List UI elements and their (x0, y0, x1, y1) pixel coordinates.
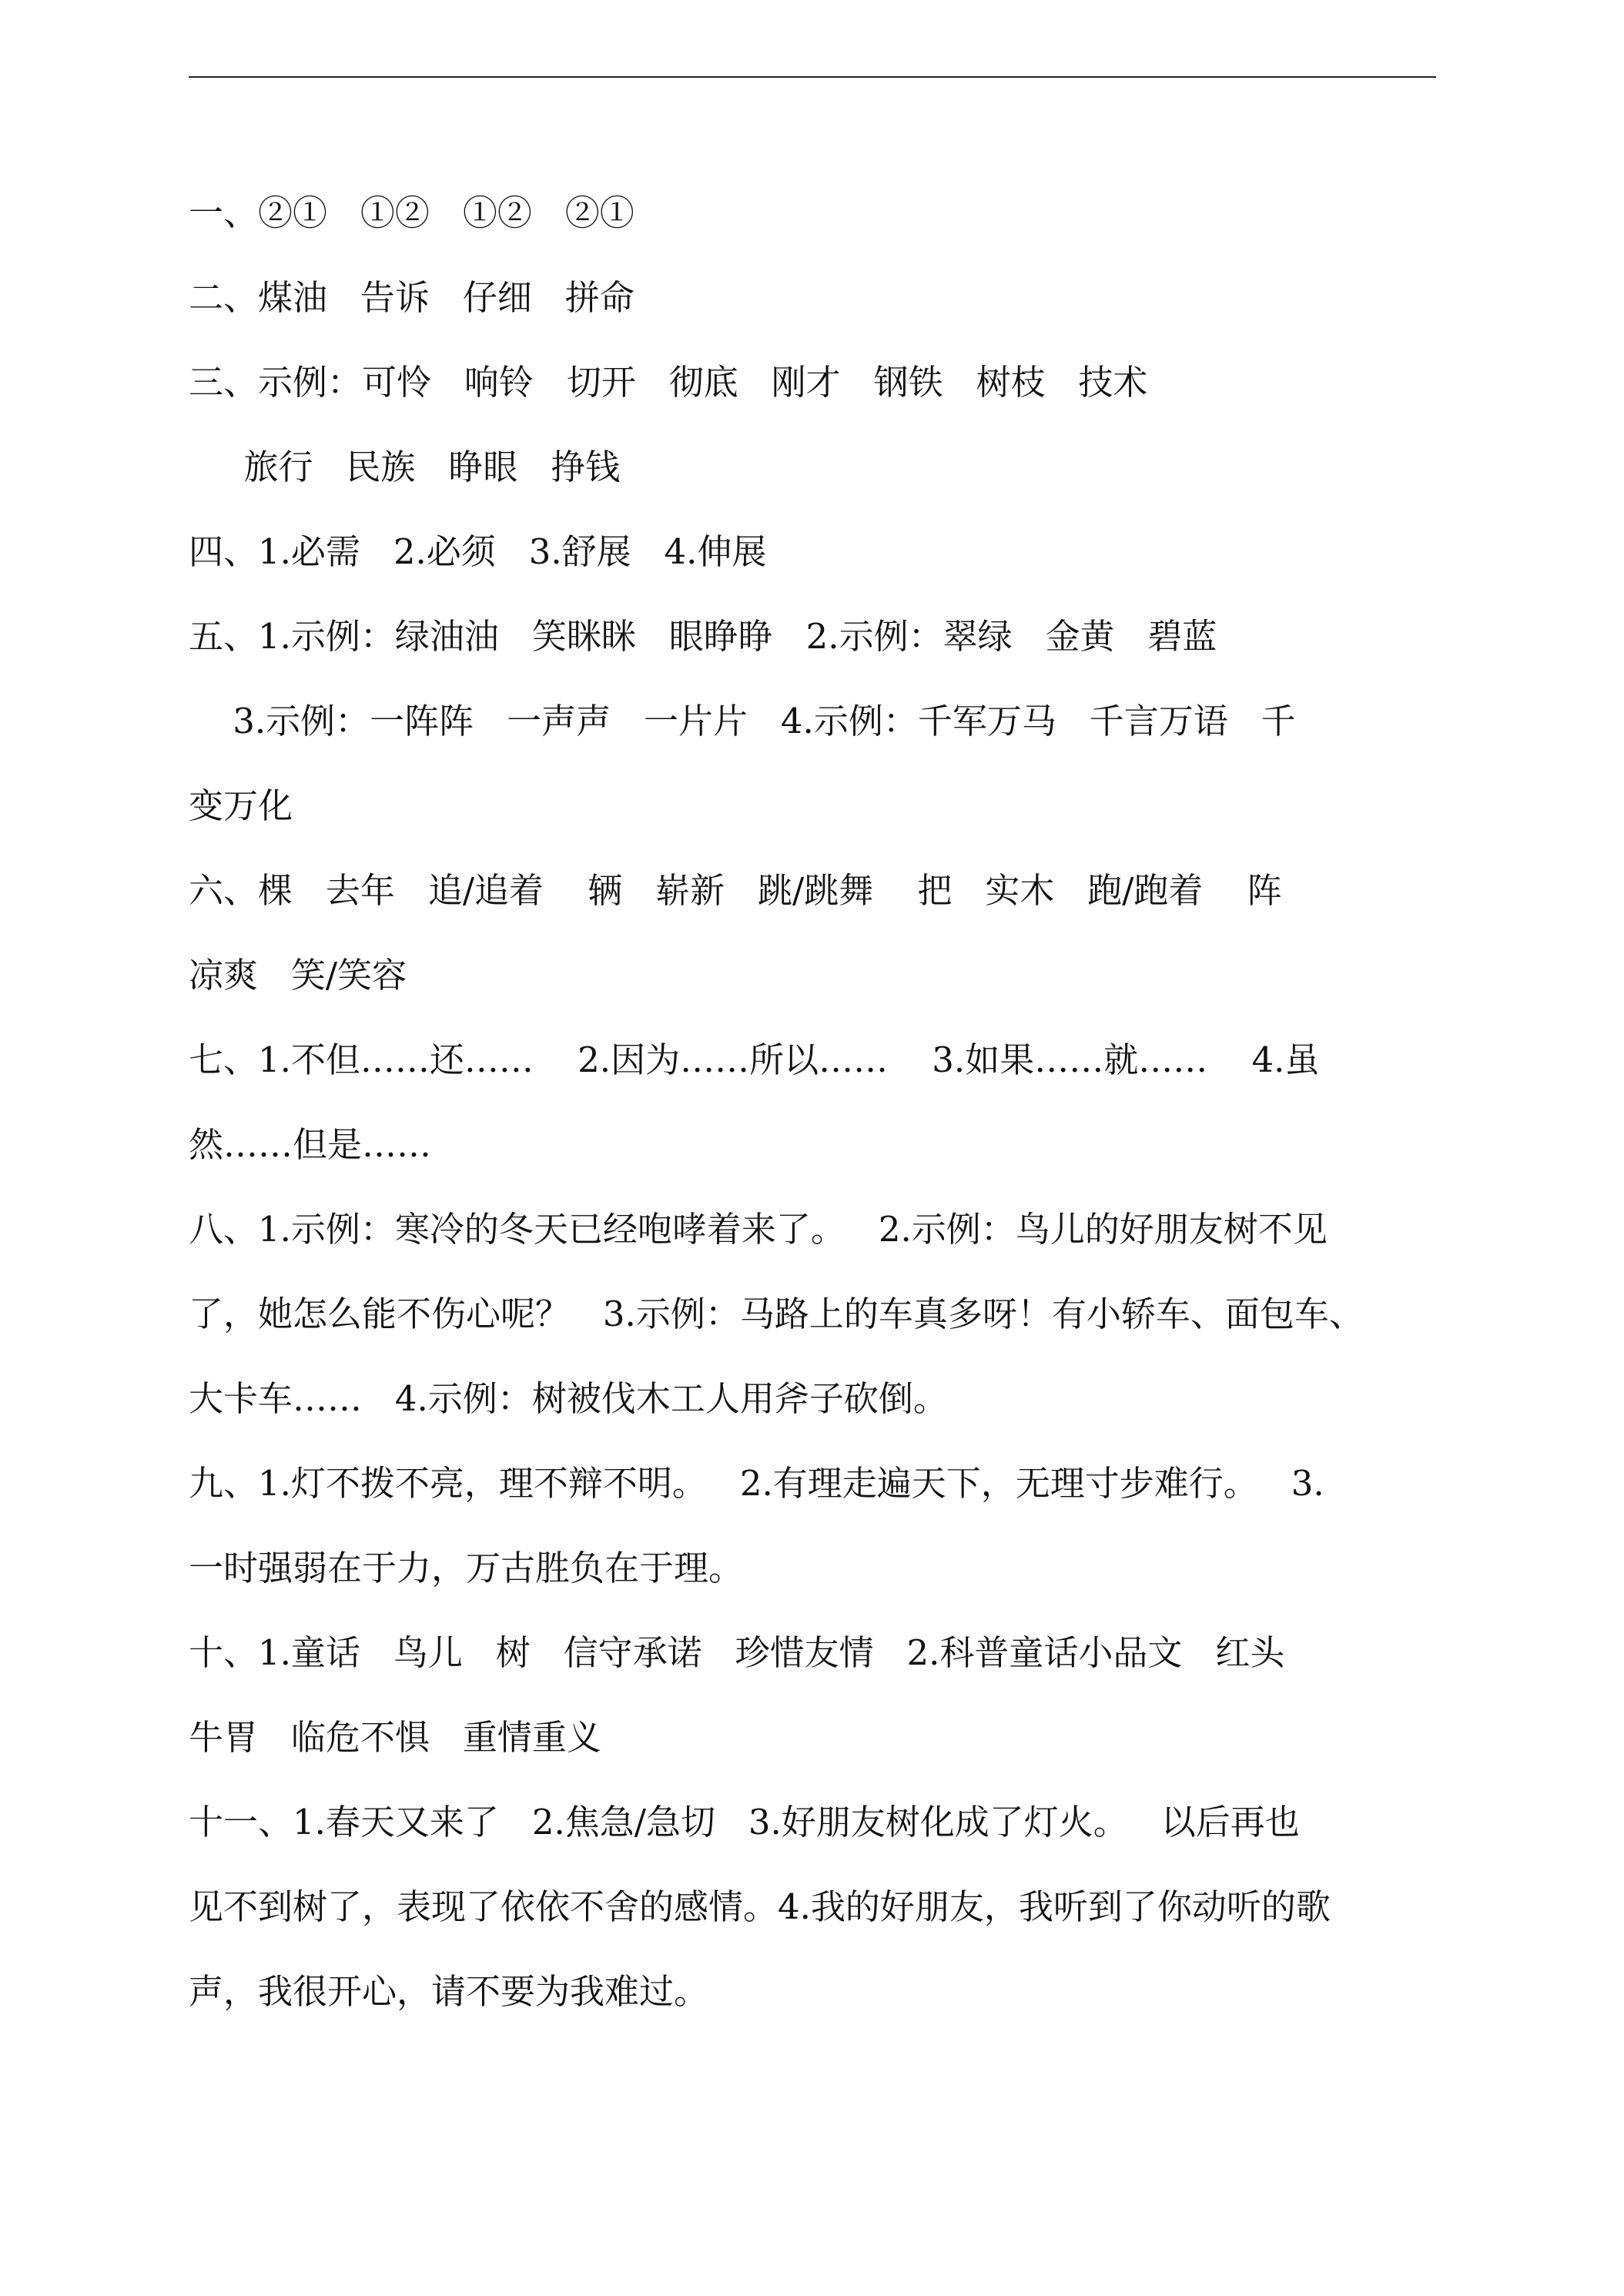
answer-line: 八、1.示例：寒冷的冬天已经咆哮着来了。 2.示例：鸟儿的好朋友树不见 (189, 1209, 1328, 1250)
answer-line: 见不到树了，表现了依依不舍的感情。4.我的好朋友，我听到了你动听的歌 (189, 1886, 1331, 1927)
answer-line: 旅行 民族 睁眼 挣钱 (189, 447, 621, 487)
answer-line: 五、1.示例：绿油油 笑眯眯 眼睁睁 2.示例：翠绿 金黄 碧蓝 (189, 616, 1217, 657)
answer-line: 变万化 (189, 785, 293, 826)
answer-line: 七、1.不但……还…… 2.因为……所以…… 3.如果……就…… 4.虽 (189, 1039, 1320, 1080)
answer-line: 了，她怎么能不伤心呢？ 3.示例：马路上的车真多呀！有小轿车、面包车、 (189, 1294, 1364, 1334)
answer-line: 3.示例：一阵阵 一声声 一片片 4.示例：千军万马 千言万语 千 (189, 701, 1296, 741)
answer-line: 十一、1.春天又来了 2.焦急/急切 3.好朋友树化成了灯火。 以后再也 (189, 1802, 1300, 1842)
answer-line: 凉爽 笑/笑容 (189, 955, 407, 996)
answer-line: 一、②① ①② ①② ②① (189, 192, 635, 233)
answer-line: 牛胃 临危不惧 重情重义 (189, 1717, 601, 1758)
answer-line: 二、煤油 告诉 仔细 拼命 (189, 277, 635, 318)
answer-line: 九、1.灯不拨不亮，理不辩不明。 2.有理走遍天下，无理寸步难行。 3. (189, 1463, 1324, 1504)
answer-line: 六、棵 去年 追/追着 辆 崭新 跳/跳舞 把 实木 跑/跑着 阵 (189, 870, 1282, 911)
answer-line: 一时强弱在于力，万古胜负在于理。 (189, 1548, 744, 1588)
answer-line: 声，我很开心，请不要为我难过。 (189, 1971, 709, 2012)
answer-line: 然……但是…… (189, 1124, 432, 1165)
answer-key (189, 171, 1440, 2034)
header-rule (189, 76, 1436, 78)
answer-line: 三、示例：可怜 响铃 切开 彻底 刚才 钢铁 树枝 技术 (189, 362, 1148, 403)
answer-line: 四、1.必需 2.必须 3.舒展 4.伸展 (189, 531, 767, 572)
answer-line: 十、1.童话 鸟儿 树 信守承诺 珍惜友情 2.科普童话小品文 红头 (189, 1632, 1285, 1673)
answer-line: 大卡车…… 4.示例：树被伐木工人用斧子砍倒。 (189, 1378, 948, 1419)
